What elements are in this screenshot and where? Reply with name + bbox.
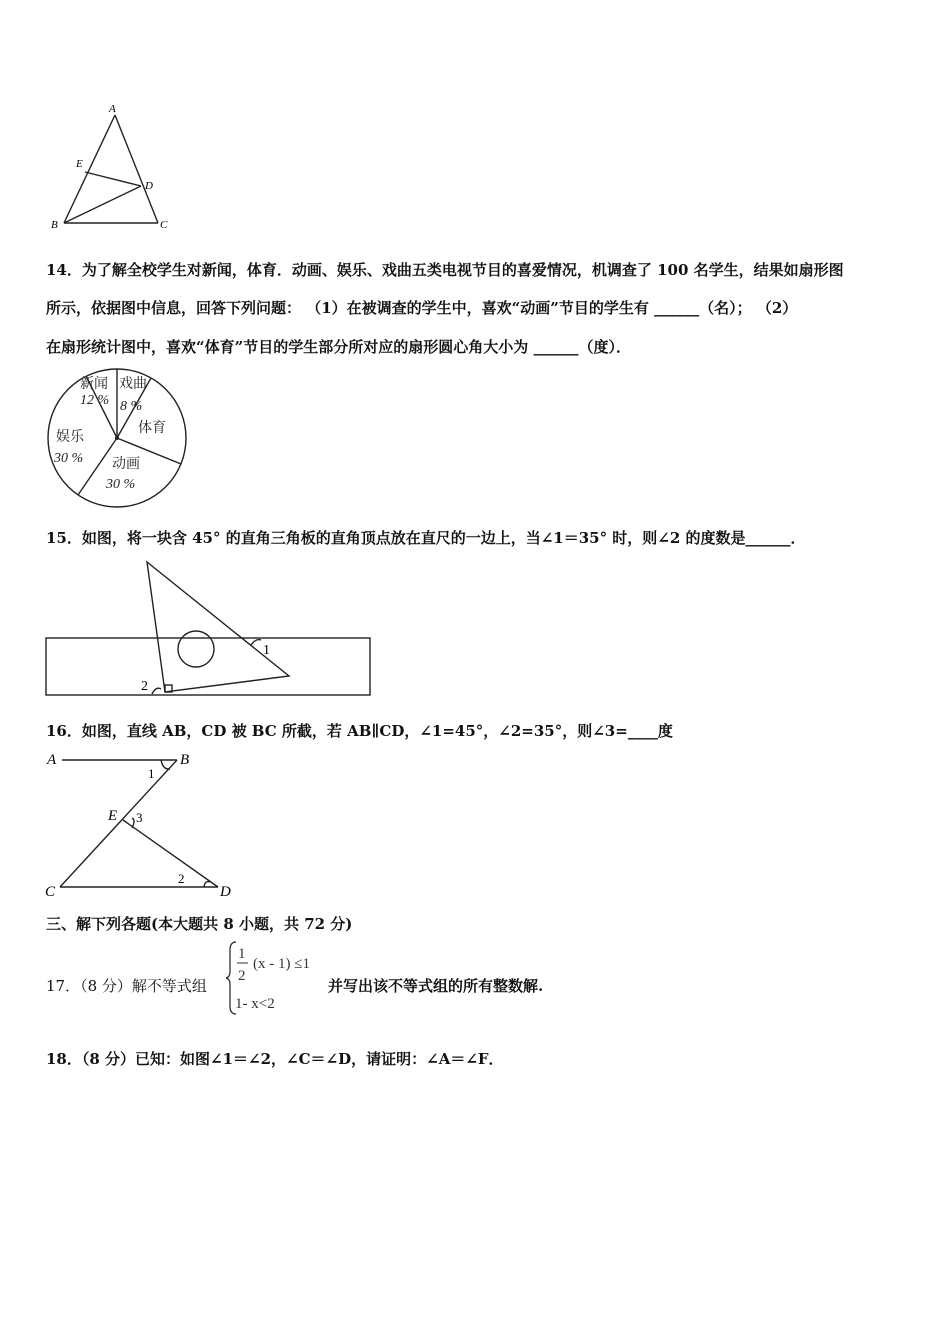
label-c16: C: [45, 884, 56, 898]
q17-suffix: 并写出该不等式组的所有整数解.: [328, 977, 544, 995]
inequality-system: [226, 940, 326, 1016]
pie-anim-pct: 30 %: [106, 477, 136, 492]
q15-text: 15．如图，将一块含 45° 的直角三角板的直角顶点放在直尺的一边上，当∠1＝35° 时，则∠2 的度数是______．: [46, 529, 806, 547]
label-c: C: [160, 219, 168, 231]
q14-line3: 在扇形统计图中，喜欢“体育”节目的学生部分所对应的扇形圆心角大小为 ______（度）．: [46, 338, 631, 356]
ineq1-rest: (x - 1) ≤1: [253, 956, 310, 972]
ineq1-denominator: 2: [238, 968, 246, 984]
pie-anim-label: 动画: [112, 457, 140, 472]
q14-line1: 14．为了解全校学生对新闻，体育．动画、娱乐、戏曲五类电视节目的喜爱情况，机调查了 100 名学生，结果如扇形图: [46, 261, 844, 279]
angle-2-16: 2: [178, 871, 185, 886]
label-d: D: [145, 180, 153, 192]
label-b: B: [51, 219, 58, 231]
angle-3-16: 3: [136, 810, 143, 825]
pie-sports-label: 体育: [138, 421, 166, 436]
ineq2: 1- x<2: [235, 996, 275, 1012]
q17-prefix: 17．（8 分）解不等式组: [46, 977, 207, 995]
label-a: A: [109, 103, 116, 115]
q16-text: 16．如图，直线 AB，CD 被 BC 所截，若 AB∥CD，∠1=45°，∠2=35°，则∠3=____度: [46, 722, 673, 740]
pie-chart: [44, 368, 194, 510]
angle-2-label: 2: [141, 679, 148, 694]
pie-news-pct: 12 %: [80, 393, 110, 408]
q14-line2: 所示，依据图中信息，回答下列问题： （1）在被调查的学生中，喜欢“动画”节目的学生有 ______（名）； （2）: [46, 299, 798, 317]
angle-1-label: 1: [263, 643, 270, 658]
pie-opera-pct: 8 %: [120, 399, 143, 414]
section-3-title: 三、解下列各题(本大题共 8 小题，共 72 分): [46, 915, 353, 933]
ruler-triangle-figure: [44, 558, 374, 700]
pie-ent-pct: 30 %: [54, 451, 84, 466]
label-b16: B: [180, 752, 190, 768]
pie-news-label: 新闻: [80, 377, 108, 392]
ineq1-numerator: 1: [238, 946, 246, 962]
pie-opera-label: 戏曲: [119, 377, 147, 392]
q18-text: 18．（8 分）已知：如图∠1＝∠2，∠C＝∠D，请证明：∠A＝∠F．: [46, 1050, 504, 1068]
label-e: E: [76, 158, 83, 170]
parallel-lines-figure: [44, 748, 244, 898]
angle-1-16: 1: [148, 766, 155, 781]
label-e16: E: [108, 808, 118, 824]
pie-ent-label: 娱乐: [56, 430, 84, 445]
triangle-figure-abc: [46, 100, 176, 235]
label-a16: A: [47, 752, 57, 768]
label-d16: D: [220, 884, 231, 898]
